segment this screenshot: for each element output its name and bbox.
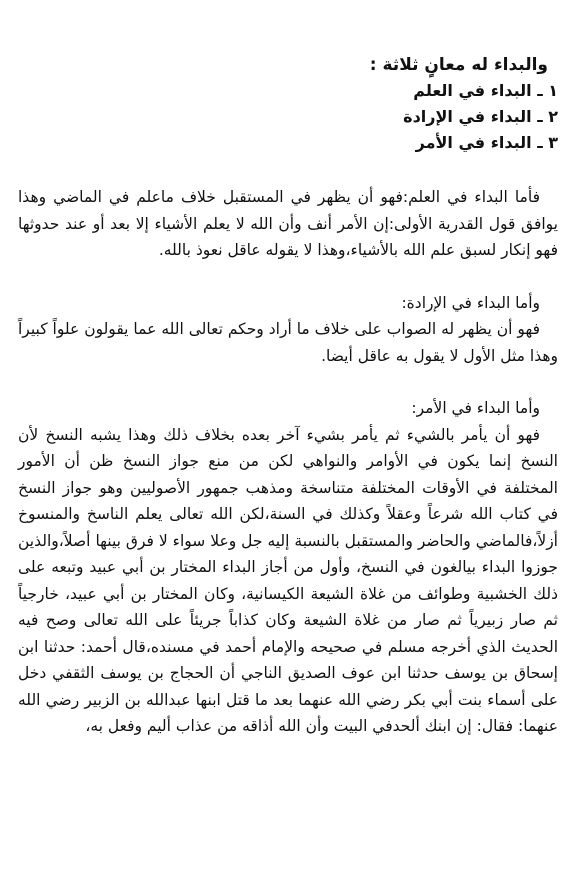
section-heading: والبداء له معانٍ ثلاثة : (369, 55, 548, 75)
subheading-will: وأما البداء في الإرادة: (401, 293, 540, 312)
document-page (18, 52, 558, 740)
subheading-command: وأما البداء في الأمر: (411, 399, 540, 417)
list-item: ٣ ـ البداء في الأمر (415, 133, 558, 152)
paragraph-knowledge: فأما البداء في العلم:فهو أن يظهر في المستقبل خلاف ماعلم في الماضي وهذا يوافق قول القدرية الأولى:إن الأمر أنف وأن الله لا يعلم الأشياء إلا بعد أو عند حدوثها فهو إنكار لسبق علم الله بالأشياء،وهذا لا يقوله عاقل نعوذ بالله. (18, 188, 558, 259)
paragraph-command: فهو أن يأمر بالشيء ثم يأمر بشيء آخر بعده بخلاف ذلك وهذا يشبه النسخ لأن النسخ إنما يكون في الأوامر والنواهي لكن من منع جواز النسخ ظن أن الأمور المختلفة في الأوقات المختلفة متناسخة ومذهب جمهور الأصوليين وهو جواز النسخ في كتاب الله شرعاً وعقلاً وكذلك في السنة،لكن الله تعالى يعلم الناسخ والمنسوخ أزلاً،فالماضي والحاضر والمستقبل بالنسبة إليه جل وعلا سواء لا فرق بينها أصلاً،والذين جوزوا البداء بيالغون في النسخ، وأول من أجاز البداء المختار بن أبي عبيد وتبعه على ذلك الخشبية وطوائف من غلاة الشيعة الكيسانية، وكان المختار بن أبي عبيد، خارجياً ثم صار زبيرياً ثم صار من غلاة الشيعة وكان كذاباً جريئاً على الله تعالى وصح فيه الحديث الذي أخرجه مسلم في صحيحه والإمام أحمد في مسنده،قال أحمد: حدثنا ابن إسحاق بن يوسف حدثنا ابن عوف الصديق الناجي أن الحجاج بن يوسف الثقفي دخل على أسماء بنت أبي بكر رضي الله عنهما بعد ما قتل ابنها عبدالله بن الزبير رضي الله عنهما: فقال: إن ابنك ألحدفي البيت وأن الله أذاقه من عذاب أليم وفعل به، (18, 425, 558, 735)
list-item: ٢ ـ البداء في الإرادة (403, 107, 558, 126)
meanings-list (18, 78, 558, 156)
paragraph-gap (18, 369, 558, 395)
list-item: ١ ـ البداء في العلم (413, 81, 558, 100)
paragraph-will: فهو أن يظهر له الصواب على خلاف ما أراد وحكم تعالى الله عما يقولون علواً كبيراً وهذا مثل الأول لا يقول به عاقل أيضا. (18, 320, 558, 365)
paragraph-gap (18, 264, 558, 290)
